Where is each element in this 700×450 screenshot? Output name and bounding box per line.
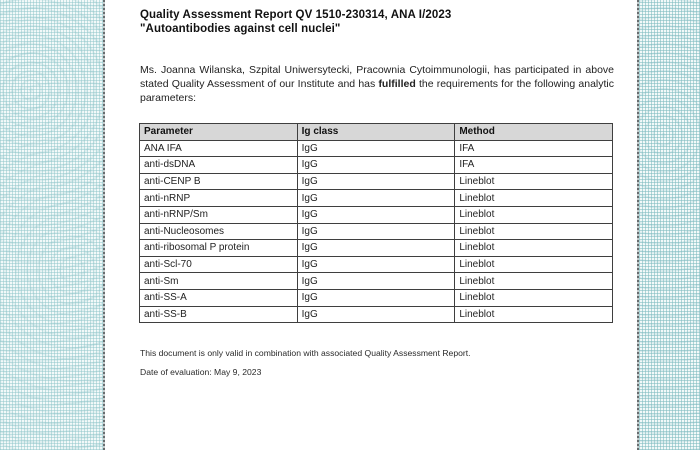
table-row <box>140 256 613 273</box>
certificate-sheet <box>105 0 637 450</box>
table-row <box>140 206 613 223</box>
table-cell: IgG <box>297 206 455 223</box>
table-cell: Lineblot <box>455 206 613 223</box>
report-title-line2: "Autoantibodies against cell nuclei" <box>140 23 341 35</box>
table-row <box>140 240 613 257</box>
report-title-line1: Quality Assessment Report QV 1510-230314, ANA I/2023 <box>140 9 452 21</box>
column-header-ig-class: Ig class <box>297 124 455 141</box>
table-cell: Lineblot <box>455 240 613 257</box>
table-cell: anti-nRNP/Sm <box>140 206 298 223</box>
table-cell: IgG <box>297 157 455 174</box>
table-cell: IgG <box>297 223 455 240</box>
table-cell: anti-nRNP <box>140 190 298 207</box>
report-title <box>140 8 620 36</box>
table-cell: Lineblot <box>455 190 613 207</box>
table-cell: IgG <box>297 140 455 157</box>
table-cell: IgG <box>297 306 455 323</box>
table-cell: anti-ribosomal P protein <box>140 240 298 257</box>
table-cell: Lineblot <box>455 223 613 240</box>
table-cell: Lineblot <box>455 173 613 190</box>
table-cell: anti-Sm <box>140 273 298 290</box>
parameters-table-head <box>140 124 613 141</box>
table-row <box>140 173 613 190</box>
statement-emphasis-fulfilled: fulfilled <box>378 77 416 90</box>
table-row <box>140 289 613 306</box>
table-cell: IgG <box>297 173 455 190</box>
guilloche-pattern-left <box>0 0 103 450</box>
table-row <box>140 273 613 290</box>
table-cell: IFA <box>455 157 613 174</box>
table-cell: Lineblot <box>455 273 613 290</box>
table-cell: Lineblot <box>455 306 613 323</box>
torn-edge-right <box>637 0 639 450</box>
statement-text-before: Ms. Joanna Wilanska, Szpital Uniwersytecki, Pracownia Cytoimmunologii, has participated in above stated Quality Assessment of our Institute and has <box>140 64 614 90</box>
table-row <box>140 190 613 207</box>
table-cell: ANA IFA <box>140 140 298 157</box>
table-cell: anti-SS-A <box>140 289 298 306</box>
table-cell: IgG <box>297 190 455 207</box>
participation-statement <box>140 64 614 105</box>
table-header-row <box>140 124 613 141</box>
table-row <box>140 140 613 157</box>
table-cell: anti-dsDNA <box>140 157 298 174</box>
table-cell: Lineblot <box>455 256 613 273</box>
table-row <box>140 223 613 240</box>
table-cell: anti-CENP B <box>140 173 298 190</box>
evaluation-date: Date of evaluation: May 9, 2023 <box>140 367 262 377</box>
table-cell: IgG <box>297 240 455 257</box>
table-cell: anti-Nucleosomes <box>140 223 298 240</box>
table-cell: IgG <box>297 256 455 273</box>
guilloche-pattern-right <box>639 0 700 450</box>
statement-text-after: the requirements for the following analytic parameters: <box>140 77 615 104</box>
table-cell: IgG <box>297 289 455 306</box>
table-row <box>140 157 613 174</box>
table-cell: anti-SS-B <box>140 306 298 323</box>
table-row <box>140 306 613 323</box>
table-cell: IFA <box>455 140 613 157</box>
column-header-parameter: Parameter <box>140 124 298 141</box>
table-cell: anti-Scl-70 <box>140 256 298 273</box>
parameters-table-body <box>140 140 613 323</box>
table-cell: Lineblot <box>455 289 613 306</box>
validity-note: This document is only valid in combination with associated Quality Assessment Report. <box>140 348 471 358</box>
table-cell: IgG <box>297 273 455 290</box>
column-header-method: Method <box>455 124 613 141</box>
parameters-table <box>139 123 613 323</box>
